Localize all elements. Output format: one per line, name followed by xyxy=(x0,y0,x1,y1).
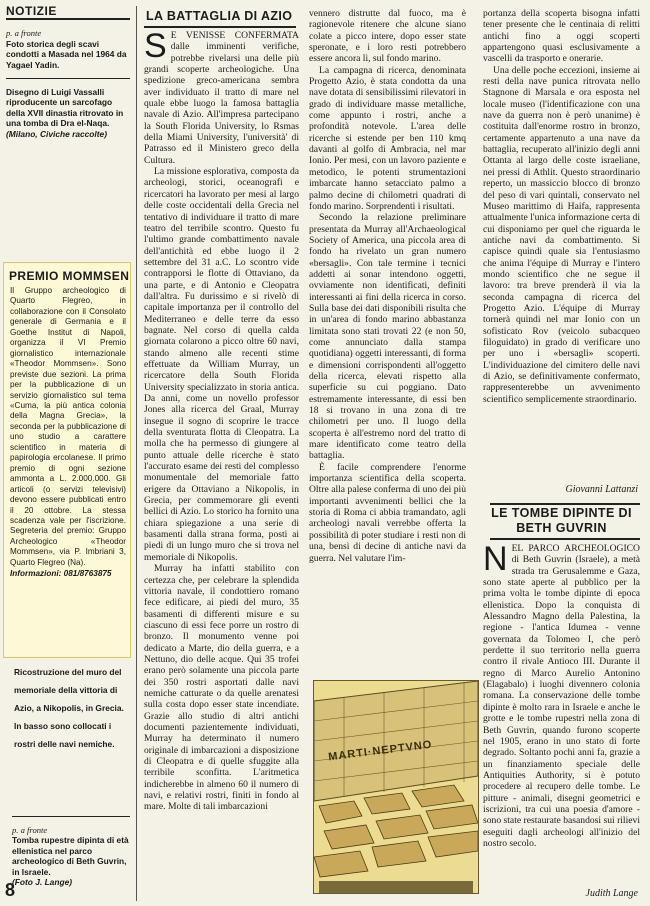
caption-source: (Milano, Civiche raccolte) xyxy=(6,128,107,139)
divider xyxy=(136,6,137,901)
premio-mommsen-box xyxy=(3,262,131,658)
article-column-4 xyxy=(483,543,640,886)
paragraph: La campagna di ricerca, denominata Progetto Azio, è stata condotta da una nave dotata di sensibilissimi rilevatori in grado di individuare masse metalliche, come appunto i rostri, anche a profondità notevole. L'area delle ricerche si estende per ben 110 kmq davanti al golfo di Ambracia, nel mar Ionio. Per mesi, con un lavoro paziente e metodico, le potenti strumentazioni imbarcate hanno setacciato palmo a palmo decine di chilometri quadrati di fondo marino. Sorprendenti i risultati. xyxy=(309,64,466,212)
author-signature: Giovanni Lattanzi xyxy=(565,484,638,495)
caption-nikopolis xyxy=(14,662,132,752)
memorial-drawing xyxy=(314,681,478,893)
paragraph: E VENISSE CONFERMATA dalle imminenti verifiche, potrebbe rivelarsi una delle più grandi scoperte archeologiche. Una spedizione greco-americana sembra aver individuato il tratto di mare nel quale ebbe luogo la famosa battaglia navale di Azio. All'impresa partecipano la South Florida University, lo Rsmas della Miami University, l'università' di Patrasso ed il Ministero greco della Cultura. xyxy=(144,30,299,166)
caption-vassalli xyxy=(6,87,130,139)
sidebar xyxy=(6,6,130,139)
caption-ref: p. a fronte xyxy=(12,825,48,835)
caption-text: Disegno di Luigi Vassalli riproducente un sarcofago della XVII dinastia ritrovato in una tomba di Dra el-Naqa. xyxy=(6,87,124,129)
article-column-1 xyxy=(144,30,299,892)
paragraph: EL PARCO ARCHEOLOGICO di Beth Guvrin (Israele), a metà strada tra Gerusalemme e Gaza, sono state aperte al pubblico per la prima volta le tombe dipinte di epoca ellenistica. Dopo la conquista di Alessandro Magno della Palestina, la regione - l'antica Idumea - venne governata da Tolomeo I, che però perdette il suo territorio nella guerra contro il rivale Antioco III. Durante il regno di Marco Aurelio Antonino (Elagabalo) i luoghi divennero colonia romana. La conservazione delle tombe dipinte è molto rara in Israele e anche le grotte e le tombe rupestri nella zona di Beth Guvrin, quando furono scoperte nel 1905, erano in uno stato di forte degrado. Soltanto pochi anni fa, grazie a un finanziamento speciale delle Antiquities Authority, si è potuto procedere al recupero delle tombe. Le pitture - animali, disegni geometrici e iscrizioni, tra cui una poesia d'amore - sono state restaurate basandosi sui rilievi eseguiti dagli archeologi all'inizio del nostro secolo. xyxy=(483,543,640,849)
dropcap: S xyxy=(144,30,167,65)
sidebar-header: NOTIZIE xyxy=(6,6,130,20)
page-number: 8 xyxy=(5,880,16,900)
title-rule xyxy=(490,503,640,505)
paragraph: La missione esplorativa, composta da archeologi, storici, oceanografi e ricercatori ha lavorato per mesi al largo delle coste occidentali della Grecia nel tentativo di individuare il tratto di mare teatro del terribile scontro. Questo fu l'ultimo grande combattimento navale dell'antichità ed ebbe luogo il 2 settembre del 31 a.C. Lo scontro vide contrapporsi le flotte di Ottaviano, da una parte, e di Antonio e Cleopatra dall'altra. Fu durissimo e si rivelò di capitale importanza per il controllo del Mediterraneo e delle terre da esso bagnate. Nel corso di quella calda giornata colarono a picco oltre 60 navi, stando almeno alle recenti stime effettuate da William Murray, un ricercatore della South Florida University specializzato in storia antica. Da anni, come un novello professor Jones alla ricerca del Graal, Murray insegue il sogno di scoprire le tracce della sventurata flotta di Cleopatra. La molla che ha permesso di giungere al punto attuale delle ricerche è stato l'accurato esame dei resti del complesso monumentale del memoriale fatto erigere da Ottaviano a Nikopolis, in Grecia, per commemorare gli eventi bellici di Azio. Lo storico ha fornito una chiara spiegazione a una serie di basamenti dalla strana forma, posti ai piedi di un lungo muro che si trova nel memoriale di Nikopolis. xyxy=(144,166,299,563)
article-title xyxy=(483,506,640,536)
caption-text: Tomba rupestre dipinta di età ellenistica nel parco archeologico di Beth Guvrin, in Israele. xyxy=(12,835,129,877)
box-info: Informazioni: 081/8763875 xyxy=(10,569,112,579)
caption-ref: p. a fronte xyxy=(6,28,42,39)
box-body: Il Gruppo archeologico di Quarto Flegreo, in collaborazione con il Consolato generale di Germania e il Goethe Institut di Napoli, organizza il VI Premio giornalistico internazionale «Theodor Mommsen». Sono previste due sezioni. La prima per la pubblicazione di un servizio giornalistico sul tema «Cuma, la più antica colonia della Magna Grecia», la seconda per la pubblicazione di uno studio a carattere scientifico in materia di papirologia ercolanese. Il primo premio di ogni sezione ammonta a L. 2.000.000. Gli articoli (o servizi televisivi) devono essere pubblicati entro il 20 ottobre. La stessa scadenza vale per l'iscrizione. Segreteria del premio: Gruppo Archeologico «Theodor Mommsen», via P. Imbriani 3, Quarto Flegreo (Na). xyxy=(10,286,126,567)
nikopolis-memorial-illustration xyxy=(313,680,479,894)
memorial-inscription: MARTI·NEPTVNO xyxy=(327,738,434,764)
title-rule xyxy=(490,538,640,540)
dropcap: N xyxy=(483,543,508,578)
title-line: BETH GUVRIN xyxy=(516,521,607,535)
divider xyxy=(6,78,130,79)
caption-text: Ricostruzione del muro del memoriale della vittoria di Azio, a Nikopolis, in Grecia. In basso sono collocati i rostri delle navi nemiche. xyxy=(14,667,124,749)
paragraph: vennero distrutte dal fuoco, ma è ragionevole ritenere che alcune siano colate a picco intere, dopo esser state speronate, e i loro resti potrebbero essere ancora lì, sul fondo marino. xyxy=(309,8,466,65)
author-signature: Judith Lange xyxy=(585,888,638,899)
caption-source: (Foto J. Lange) xyxy=(12,877,73,888)
article-column-3 xyxy=(483,8,640,480)
paragraph: Secondo la relazione preliminare presentata da Murray all'Archaeological Society of America, una piccola area di fondo ha rivelato un gran numero «bersagli». Con tale termine i tecnici addetti ai sonar intendono oggetti, ovviamente non identificati, definiti interessanti ai fini della ricerca in corso. Sulla base dei dati disponibili risulta che in un'area di fondo marino abbastanza limitata sono stati trovati 22 (e non 50, come annunciato dalla stampa quotidiana) oggetti interessanti, di forma e dimensioni corrispondenti all'oggetto della ricerca, elevati rispetto alla superficie su cui poggiano. Dato estremamente interessante, di essi ben 18 si trovano in una zona di tre chilometri per uno. Il luogo della scoperta è all'estremo nord del tratto di mare identificato come teatro della battaglia. xyxy=(309,212,466,462)
paragraph: È facile comprendere l'enorme importanza scientifica della scoperta. Oltre alla palese conferma di uno dei più importanti avvenimenti bellici che la storia di Roma ci abbia tramandato, agli archeologi navali verrebbe offerta la possibilità di poter studiare i resti non di una, bensì di decine di antiche navi da guerra. Nel valutare l'im- xyxy=(309,461,466,564)
paragraph: Una delle poche eccezioni, insieme ai resti della nave punica ritrovata nello Stagnone di Marsala e ora esposta nel locale museo (l'identificazione con una nave da guerra non è però unanime) è costituita dall'enorme rostro in bronzo, certamente appartenuto a una nave da battaglia, recuperato all'inizio degli anni Ottanta al largo delle coste israeliane, nei pressi di Athlit. Questo straordinario reperto, un massiccio blocco di bronzo del peso di vari quintali, conservato nel Museo marittimo di Haifa, rappresenta attualmente l'unica informazione certa di cui disponiamo per quel che riguarda le antiche navi da combattimento. Si capisce quindi quale sia l'entusiasmo che anima l'équipe di Murray e l'intero mondo scientifico che ne segue il lavoro: tra breve prenderà il via la seconda campagna di ricerca del Progetto Azio. L'équipe di Murray tornerà quindi nel mar Ionio con un sofisticato Rov (veicolo subacqueo filoguidato) in grado di verificare uno per uno i «bersagli» scoperti. L'individuazione del cimitero delle navi di Azio, se definitivamente confermato, rappresenterebbe un avvenimento scientifico semplicemente straordinario. xyxy=(483,64,640,405)
article-column-2 xyxy=(309,8,466,648)
article-title: LA BATTAGLIA DI AZIO xyxy=(146,9,293,23)
caption-beth-guvrin xyxy=(12,816,130,887)
caption-text: Foto storica degli scavi condotti a Masada nel 1964 da Yagael Yadin. xyxy=(6,38,127,70)
box-title: PREMIO MOMMSEN xyxy=(9,269,130,283)
paragraph: Murray ha infatti stabilito con certezza che, per celebrare la splendida vittoria navale, il condottiero romano fece edificare, ai piedi del muro, 35 basamenti di differenti misure e su ciascuno di essi fece porre un rostro di bronzo. Il monumento venne poi dedicato a Marte, dio della guerra, e a Nettuno, dio delle acque. Qui 35 trofei erano però solamente una piccola parte dei 350 rostri asportati dalle navi nemiche catturate o da quelle arenatesi sulla costa dopo esser state incendiate. Grazie allo studio di altri antichi documenti pazientemente individuati, Murray ha determinato il numero originale di imbarcazioni a disposizione di Cleopatra e di quelle sfuggite alla terribile sconfitta. L'aritmetica indicherebbe in almeno 60 il numero di navi, e relativi rostri, finiti in fondo al mare. Molte di tali imbarcazioni xyxy=(144,563,299,813)
title-rule xyxy=(144,26,296,28)
caption-masada xyxy=(6,28,130,70)
paragraph: portanza della scoperta bisogna infatti tener presente che le centinaia di relitti antichi fino a oggi scoperti appartengono quasi esclusivamente a vascelli da trasporto e onerarie. xyxy=(483,8,640,65)
title-line: LE TOMBE DIPINTE DI xyxy=(491,506,632,520)
